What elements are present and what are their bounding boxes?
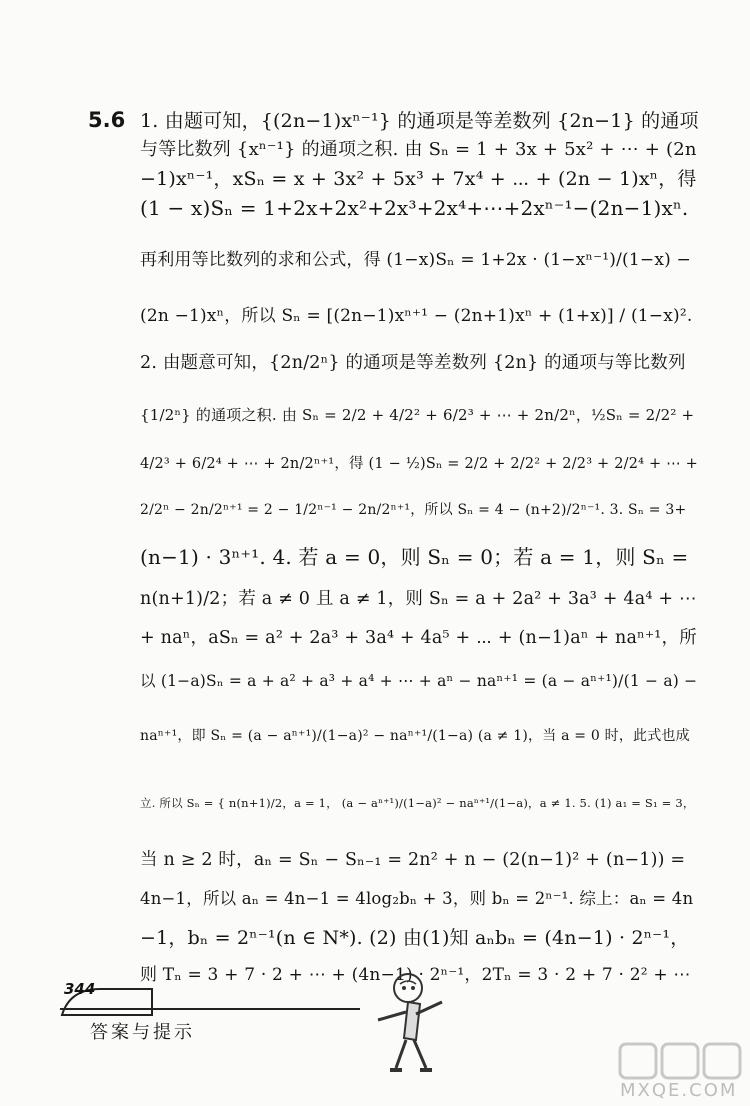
mascot-icon <box>360 960 480 1080</box>
answer-line: 与等比数列 {xⁿ⁻¹} 的通项之积. 由 Sₙ = 1 + 3x + 5x² + ⋯ + (2n <box>140 139 697 160</box>
answer-line: 1. 由题可知，{(2n−1)xⁿ⁻¹} 的通项是等差数列 {2n−1} 的通项 <box>140 110 699 132</box>
footer-label: 答案与提示 <box>90 1022 195 1043</box>
answer-line: naⁿ⁺¹，即 Sₙ = (a − aⁿ⁺¹)/(1−a)² − naⁿ⁺¹/(1−a) (a ≠ 1)，当 a = 0 时，此式也成 <box>140 728 690 744</box>
answer-line: 立. 所以 Sₙ = { n(n+1)/2，a = 1， (a − aⁿ⁺¹)/(1−a)² − naⁿ⁺¹/(1−a)，a ≠ 1. 5. (1) a₁ = S₁ = 3， <box>140 796 695 810</box>
footer-divider <box>60 1008 360 1010</box>
answer-line: {1/2ⁿ} 的通项之积. 由 Sₙ = 2/2 + 4/2² + 6/2³ + ⋯ + 2n/2ⁿ，½Sₙ = 2/2² + <box>140 406 695 424</box>
answer-line: (2n −1)xⁿ，所以 Sₙ = [(2n−1)xⁿ⁺¹ − (2n+1)xⁿ + (1+x)] / (1−x)². <box>140 306 693 326</box>
answer-line: 以 (1−a)Sₙ = a + a² + a³ + a⁴ + ⋯ + aⁿ − naⁿ⁺¹ = (a − aⁿ⁺¹)/(1 − a) − <box>140 672 698 690</box>
section-number: 5.6 <box>88 108 126 132</box>
answer-line: n(n+1)/2；若 a ≠ 0 且 a ≠ 1，则 Sₙ = a + 2a² + 3a³ + 4a⁴ + ⋯ <box>140 589 697 609</box>
answer-line: 4/2³ + 6/2⁴ + ⋯ + 2n/2ⁿ⁺¹，得 (1 − ½)Sₙ = 2/2 + 2/2² + 2/2³ + 2/2⁴ + ⋯ + <box>140 456 698 472</box>
answer-line: (1 − x)Sₙ = 1+2x+2x²+2x³+2x⁴+⋯+2xⁿ⁻¹−(2n−1)xⁿ. <box>140 196 689 220</box>
answer-line: 则 Tₙ = 3 + 7 · 2 + ⋯ + (4n−1) · 2ⁿ⁻¹，2Tₙ = 3 · 2 + 7 · 2² + ⋯ <box>140 965 691 985</box>
answer-line: 4n−1，所以 aₙ = 4n−1 = 4log₂bₙ + 3，则 bₙ = 2ⁿ⁻¹. 综上：aₙ = 4n <box>140 889 694 908</box>
answer-line: −1，bₙ = 2ⁿ⁻¹(n ∈ N*). (2) 由(1)知 aₙbₙ = (4n−1) · 2ⁿ⁻¹， <box>140 927 690 949</box>
answer-line: + naⁿ，aSₙ = a² + 2a³ + 3a⁴ + 4a⁵ + ⋯ + (n−1)aⁿ + naⁿ⁺¹，所 <box>140 628 697 648</box>
answer-line: 2/2ⁿ − 2n/2ⁿ⁺¹ = 2 − 1/2ⁿ⁻¹ − 2n/2ⁿ⁺¹，所以 Sₙ = 4 − (n+2)/2ⁿ⁻¹. 3. Sₙ = 3+ <box>140 502 687 518</box>
answer-line: 当 n ≥ 2 时，aₙ = Sₙ − Sₙ₋₁ = 2n² + n − (2(n−1)² + (n−1)) = <box>140 850 686 870</box>
answer-line: 再利用等比数列的求和公式，得 (1−x)Sₙ = 1+2x · (1−xⁿ⁻¹)/(1−x) − <box>140 250 691 270</box>
answer-line: −1)xⁿ⁻¹，xSₙ = x + 3x² + 5x³ + 7x⁴ + ⋯ + (2n − 1)xⁿ，得 <box>140 168 697 190</box>
page-number: 344 <box>64 980 96 998</box>
answer-line: 2. 由题意可知，{2n/2ⁿ} 的通项是等差数列 {2n} 的通项与等比数列 <box>140 353 686 373</box>
answer-line: (n−1) · 3ⁿ⁺¹. 4. 若 a = 0，则 Sₙ = 0；若 a = 1，则 Sₙ = <box>140 545 689 569</box>
watermark-text: MXQE.COM <box>620 1080 738 1101</box>
